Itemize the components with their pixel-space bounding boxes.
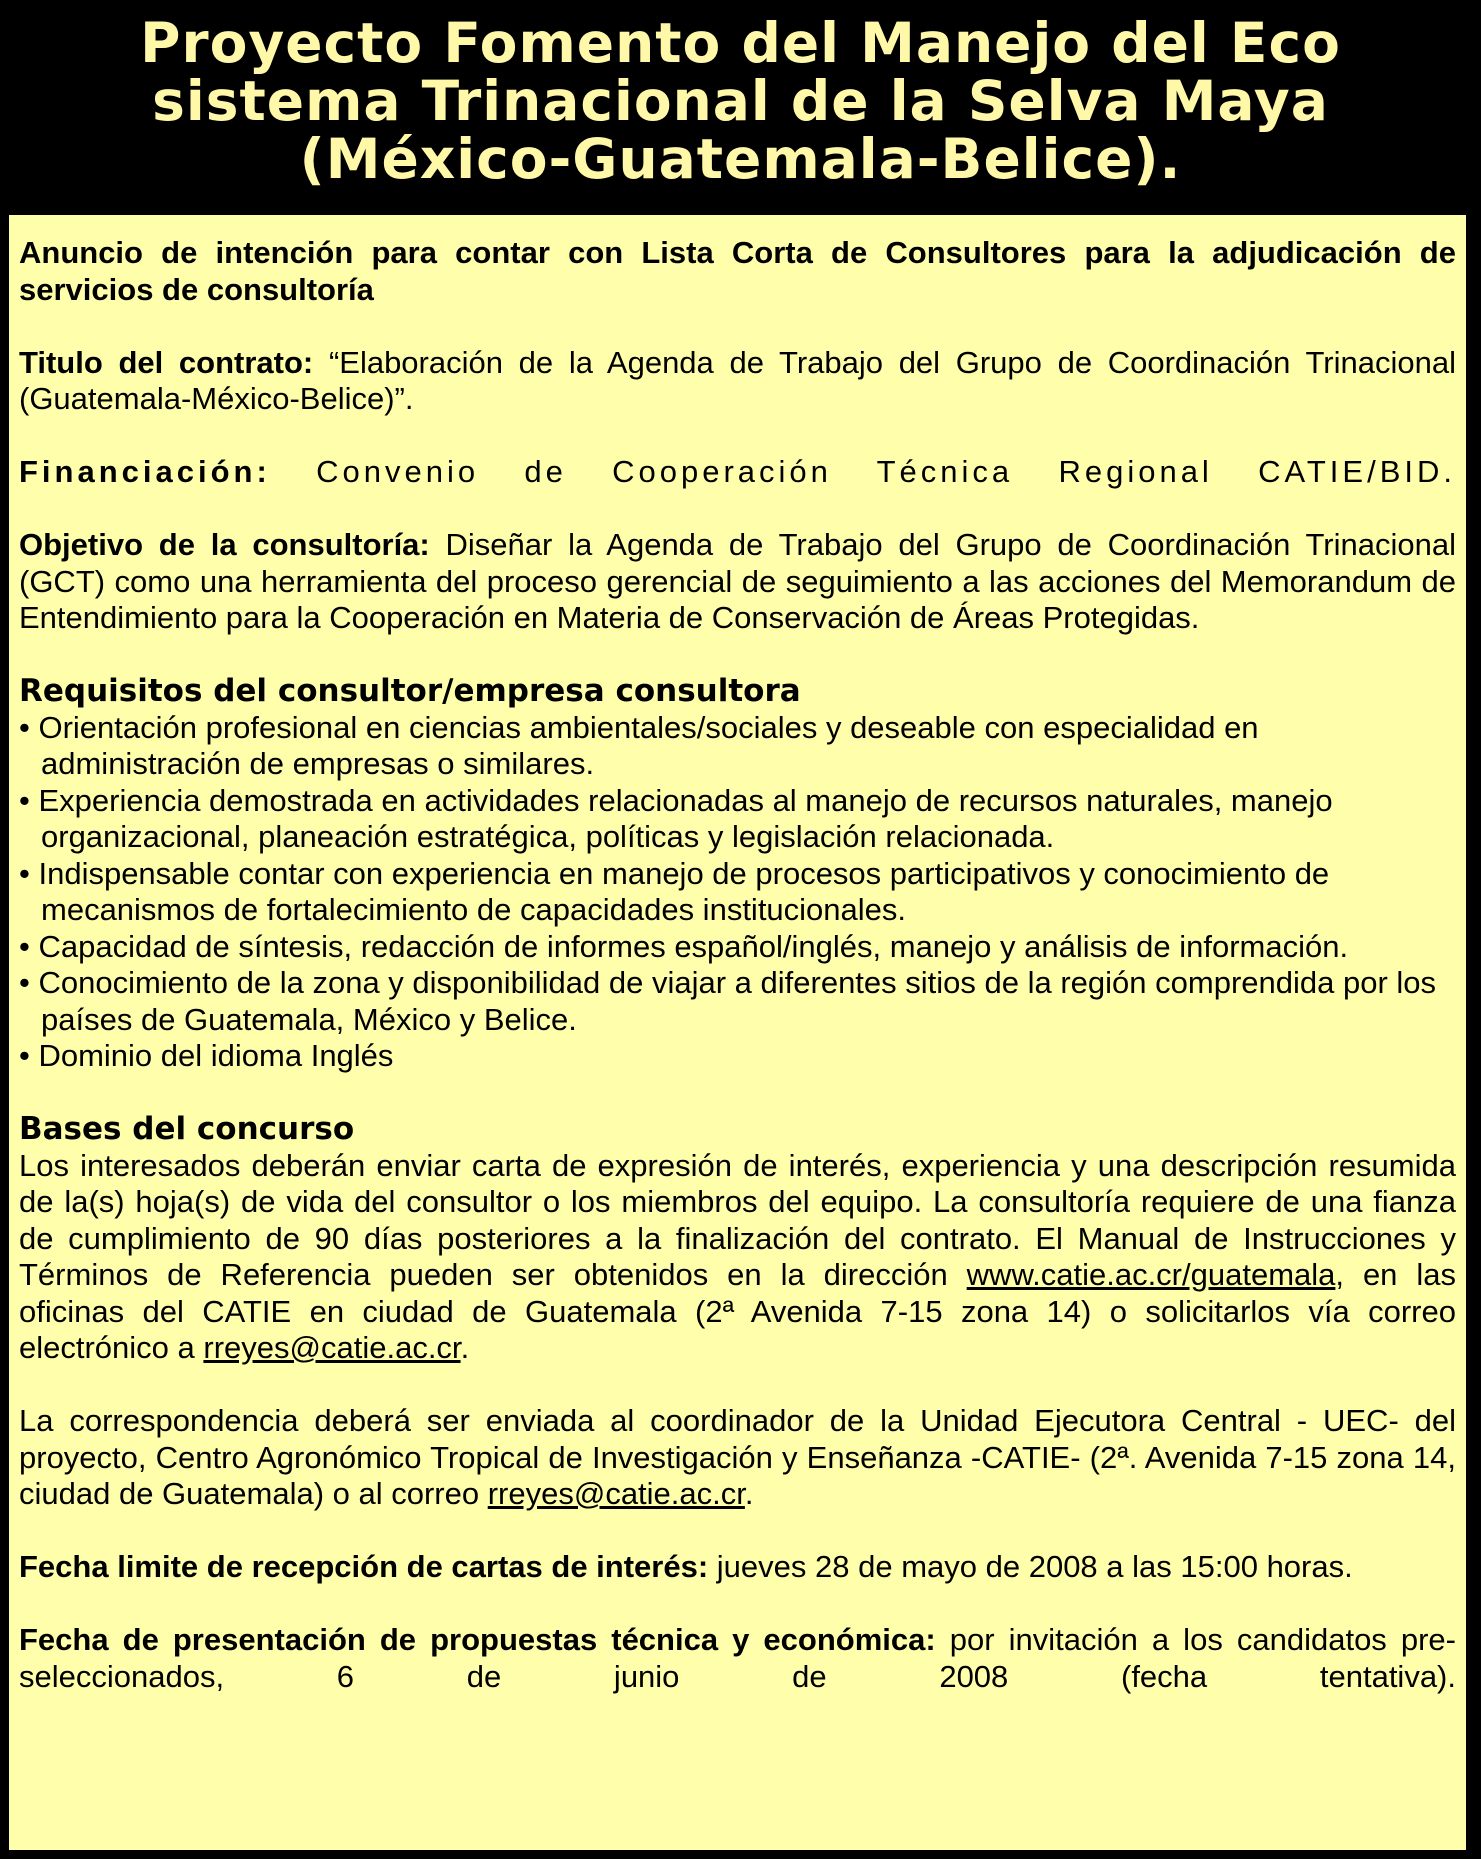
requirement-item: • Experiencia demostrada en actividades relacionadas al manejo de recursos naturales, manejo organizacional, planeación estratégica, políticas y legislación relacionada. <box>19 782 1333 854</box>
deadline-label: Fecha limite de recepción de cartas de interés: <box>19 1549 709 1584</box>
requirement-item: • Indispensable contar con experiencia en manejo de procesos participativos y conocimiento de mecanismos de fortalecimiento de capacidades institucionales. <box>19 855 1330 927</box>
presentation-section <box>19 1622 1456 1695</box>
correspondence-email-link[interactable]: rreyes@catie.ac.cr <box>487 1476 745 1511</box>
requirement-item: • Capacidad de síntesis, redacción de informes español/inglés, manejo y análisis de información. <box>19 928 1349 964</box>
financing-section <box>19 454 1456 491</box>
contract-title-section <box>19 345 1456 418</box>
requirement-item: • Dominio del idioma Inglés <box>19 1038 394 1073</box>
catie-website-link[interactable]: www.catie.ac.cr/guatemala <box>966 1257 1336 1292</box>
announcement-heading: Anuncio de intención para contar con Lista Corta de Consultores para la adjudicación de servicios de consultoría <box>19 235 1456 307</box>
contract-title-text: “Elaboración de la Agenda de Trabajo del Grupo de Coordinación Trinacional (Guatemala-México-Belice)”. <box>19 344 1456 416</box>
objective-section <box>19 527 1456 637</box>
bases-heading: Bases del concurso <box>19 1111 355 1147</box>
project-title-line-3: (México-Guatemala-Belice). <box>299 127 1182 191</box>
financing-label: Financiación: <box>19 454 271 489</box>
objective-text: Diseñar la Agenda de Trabajo del Grupo de Coordinación Trinacional (GCT) como una herramienta del proceso gerencial de seguimiento a las acciones del Memorandum de Entendimiento para la Cooperación en Materia de Conservación de Áreas Protegidas. <box>19 527 1456 635</box>
objective-label: Objetivo de la consultoría: <box>19 527 430 562</box>
project-title-banner <box>0 0 1481 212</box>
project-title-line-1: Proyecto Fomento del Manejo del Eco <box>140 11 1341 75</box>
requirement-item: • Orientación profesional en ciencias ambientales/sociales y deseable con especialidad en administración de empresas o similares. <box>19 709 1259 781</box>
correspondence-text: La correspondencia deberá ser enviada al coordinador de la Unidad Ejecutora Central - UEC- del proyecto, Centro Agronómico Tropical de Investigación y Enseñanza -CATIE- (2ª. Avenida 7-15 zona 14, ciudad de Guatemala) o al correo rreyes@catie.ac.cr. <box>19 1403 1456 1511</box>
contact-email-link[interactable]: rreyes@catie.ac.cr <box>203 1330 461 1365</box>
deadline-text: jueves 28 de mayo de 2008 a las 15:00 horas. <box>708 1549 1353 1584</box>
contract-title-label: Titulo del contrato: <box>19 344 314 380</box>
bases-text: Los interesados deberán enviar carta de expresión de interés, experiencia y una descripción resumida de la(s) hoja(s) de vida del consultor o los miembros del equipo. La consultoría requiere de una fianza de cumplimiento de 90 días posteriores a la finalización del contrato. El Manual de Instrucciones y Términos de Referencia pueden ser obtenidos en la dirección www.catie.ac.cr/guatemala, en las oficinas del CATIE en ciudad de Guatemala (2ª Avenida 7-15 zona 14) o solicitarlos vía correo electrónico a rreyes@catie.ac.cr. <box>19 1147 1456 1365</box>
announcement-body <box>6 212 1469 1853</box>
requirement-item: • Conocimiento de la zona y disponibilidad de viajar a diferentes sitios de la región comprendida por los países de Guatemala, México y Belice. <box>19 965 1437 1037</box>
requirements-list <box>19 710 1456 1075</box>
requirements-heading: Requisitos del consultor/empresa consultora <box>19 673 801 709</box>
deadline-section <box>19 1549 1456 1586</box>
presentation-label: Fecha de presentación de propuestas técnica y económica: <box>19 1622 936 1657</box>
project-title-line-2: sistema Trinacional de la Selva Maya <box>152 69 1329 133</box>
financing-text: Convenio de Cooperación Técnica Regional CATIE/BID. <box>270 454 1456 489</box>
presentation-text: por invitación a los candidatos pre-seleccionados, 6 de junio de 2008 (fecha tentativa). <box>19 1622 1456 1694</box>
